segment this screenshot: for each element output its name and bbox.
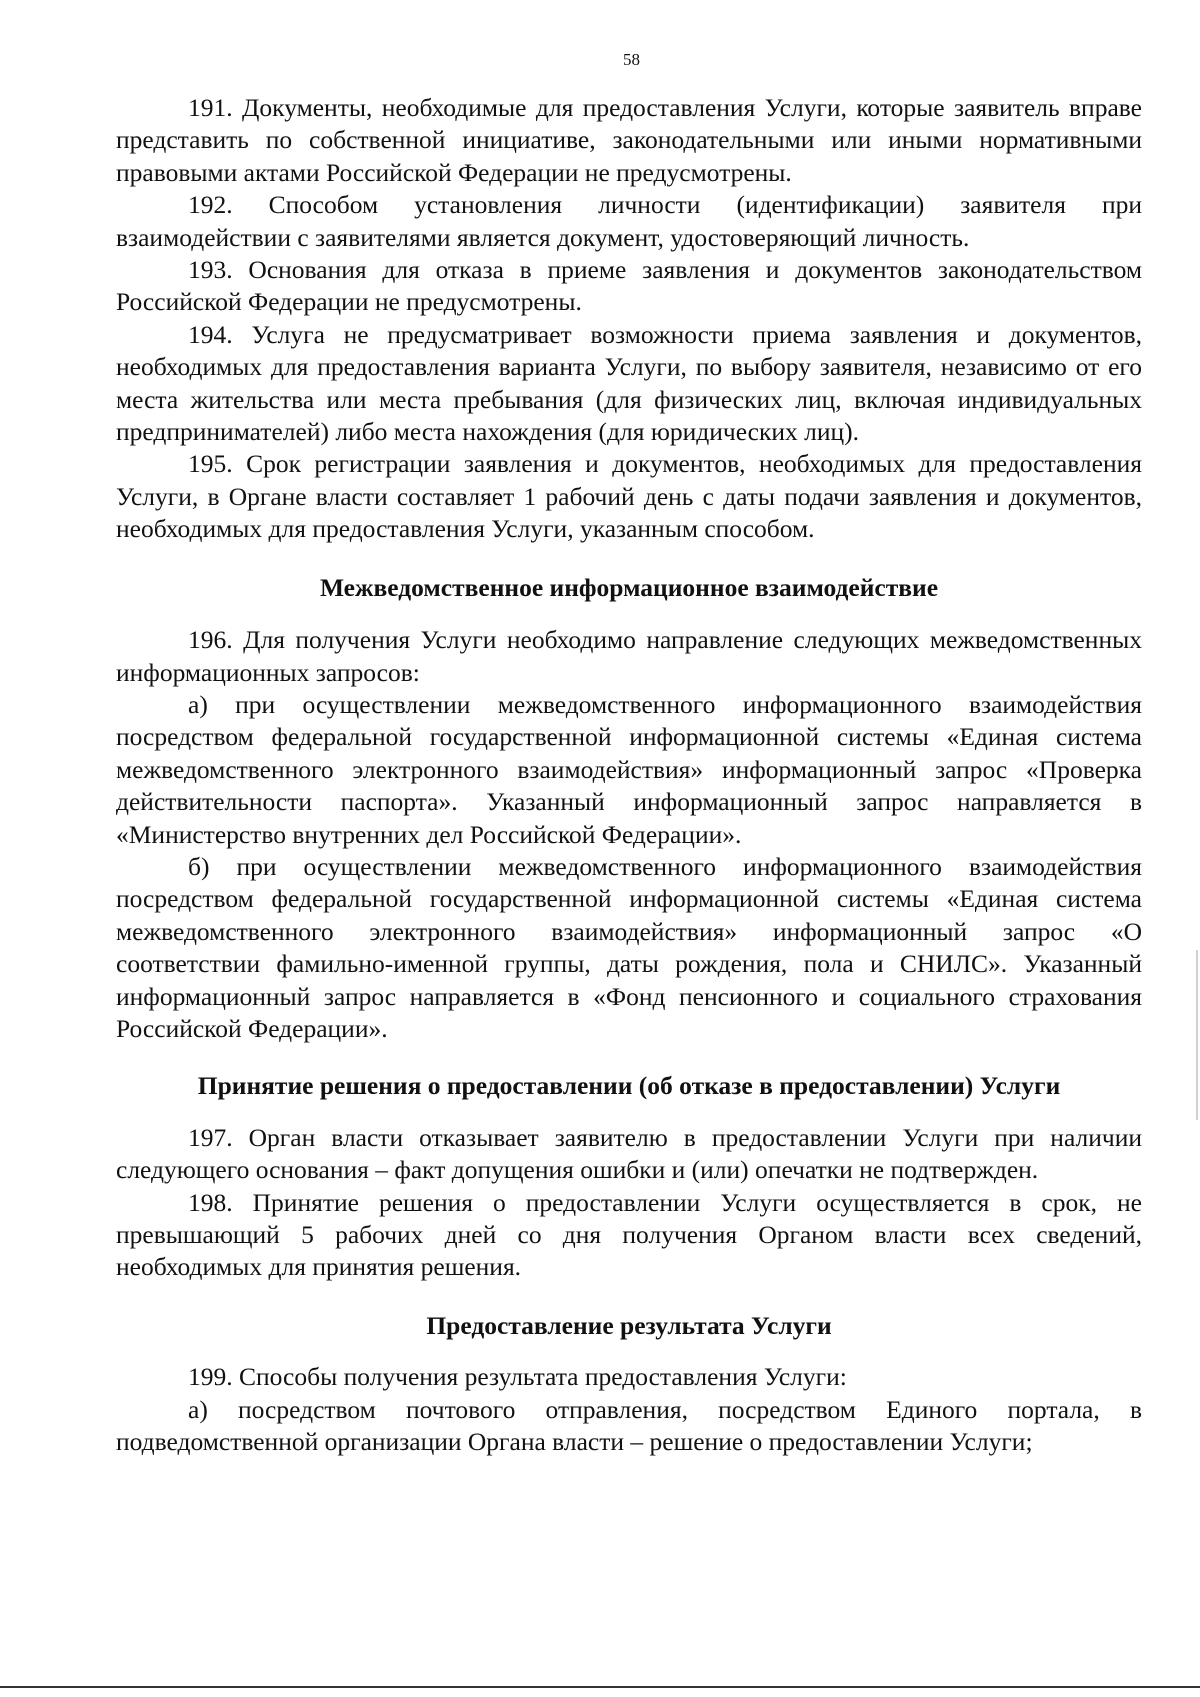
heading-decision: Принятие решения о предоставлении (об отказе в предоставлении) Услуги [197, 1071, 1061, 1101]
heading-interagency: Межведомственное информационное взаимодействие [319, 572, 939, 602]
paragraph-199-a: а) посредством почтового отправления, посредством Единого портала, в подведомственной организации Органа власти – решение о предоставлении Услуги; [116, 1394, 1142, 1457]
document-body [116, 92, 1142, 1458]
paragraph-196: 196. Для получения Услуги необходимо направление следующих межведомственных информационных запросов: [116, 625, 1142, 687]
paragraph-194: 194. Услуга не предусматривает возможности приема заявления и документов, необходимых для предоставления варианта Услуги, по выбору заявителя, независимо от его места жительства или места пребывания (для физических лиц, включая индивидуальных предпринимателей) либо места нахождения (для юридических лиц). [116, 319, 1142, 447]
paragraph-196-b: б) при осуществлении межведомственного информационного взаимодействия посредством федеральной государственной информационной системы «Единая система межведомственного электронного взаимодействия» информационный запрос «О соответствии фамильно-именной группы, даты рождения, пола и СНИЛС». Указанный информационный запрос направляется в «Фонд пенсионного и социального страхования Российской Федерации». [116, 851, 1142, 1043]
page-number: 58 [623, 50, 640, 69]
page-bottom-rule [0, 1686, 1200, 1688]
paragraph-198: 198. Принятие решения о предоставлении Услуги осуществляется в срок, не превышающий 5 рабочих дней со дня получения Органом власти всех сведений, необходимых для принятия решения. [116, 1187, 1142, 1282]
paragraph-192: 192. Способом установления личности (идентификации) заявителя при взаимодействии с заявителями является документ, удостоверяющий личность. [116, 190, 1142, 252]
paragraph-199: 199. Способы получения результата предоставления Услуги: [188, 1362, 847, 1392]
paragraph-196-a: а) при осуществлении межведомственного информационного взаимодействия посредством федеральной государственной информационной системы «Единая система межведомственного электронного взаимодействия» информационный запрос «Проверка действительности паспорта». Указанный информационный запрос направляется в «Министерство внутренних дел Российской Федерации». [116, 689, 1142, 849]
paragraph-197: 197. Орган власти отказывает заявителю в предоставлении Услуги при наличии следующего основания – факт допущения ошибки и (или) опечатки не подтвержден. [116, 1122, 1142, 1185]
scan-artifact [1196, 950, 1198, 1120]
paragraph-193: 193. Основания для отказа в приеме заявления и документов законодательством Российской Федерации не предусмотрены. [116, 255, 1142, 317]
heading-result: Предоставление результата Услуги [426, 1310, 832, 1340]
paragraph-195: 195. Срок регистрации заявления и документов, необходимых для предоставления Услуги, в Органе власти составляет 1 рабочий день с даты подачи заявления и документов, необходимых для предоставления Услуги, указанным способом. [116, 449, 1142, 544]
paragraph-191: 191. Документы, необходимые для предоставления Услуги, которые заявитель вправе представить по собственной инициативе, законодательными или иными нормативными правовыми актами Российской Федерации не предусмотрены. [116, 93, 1142, 187]
